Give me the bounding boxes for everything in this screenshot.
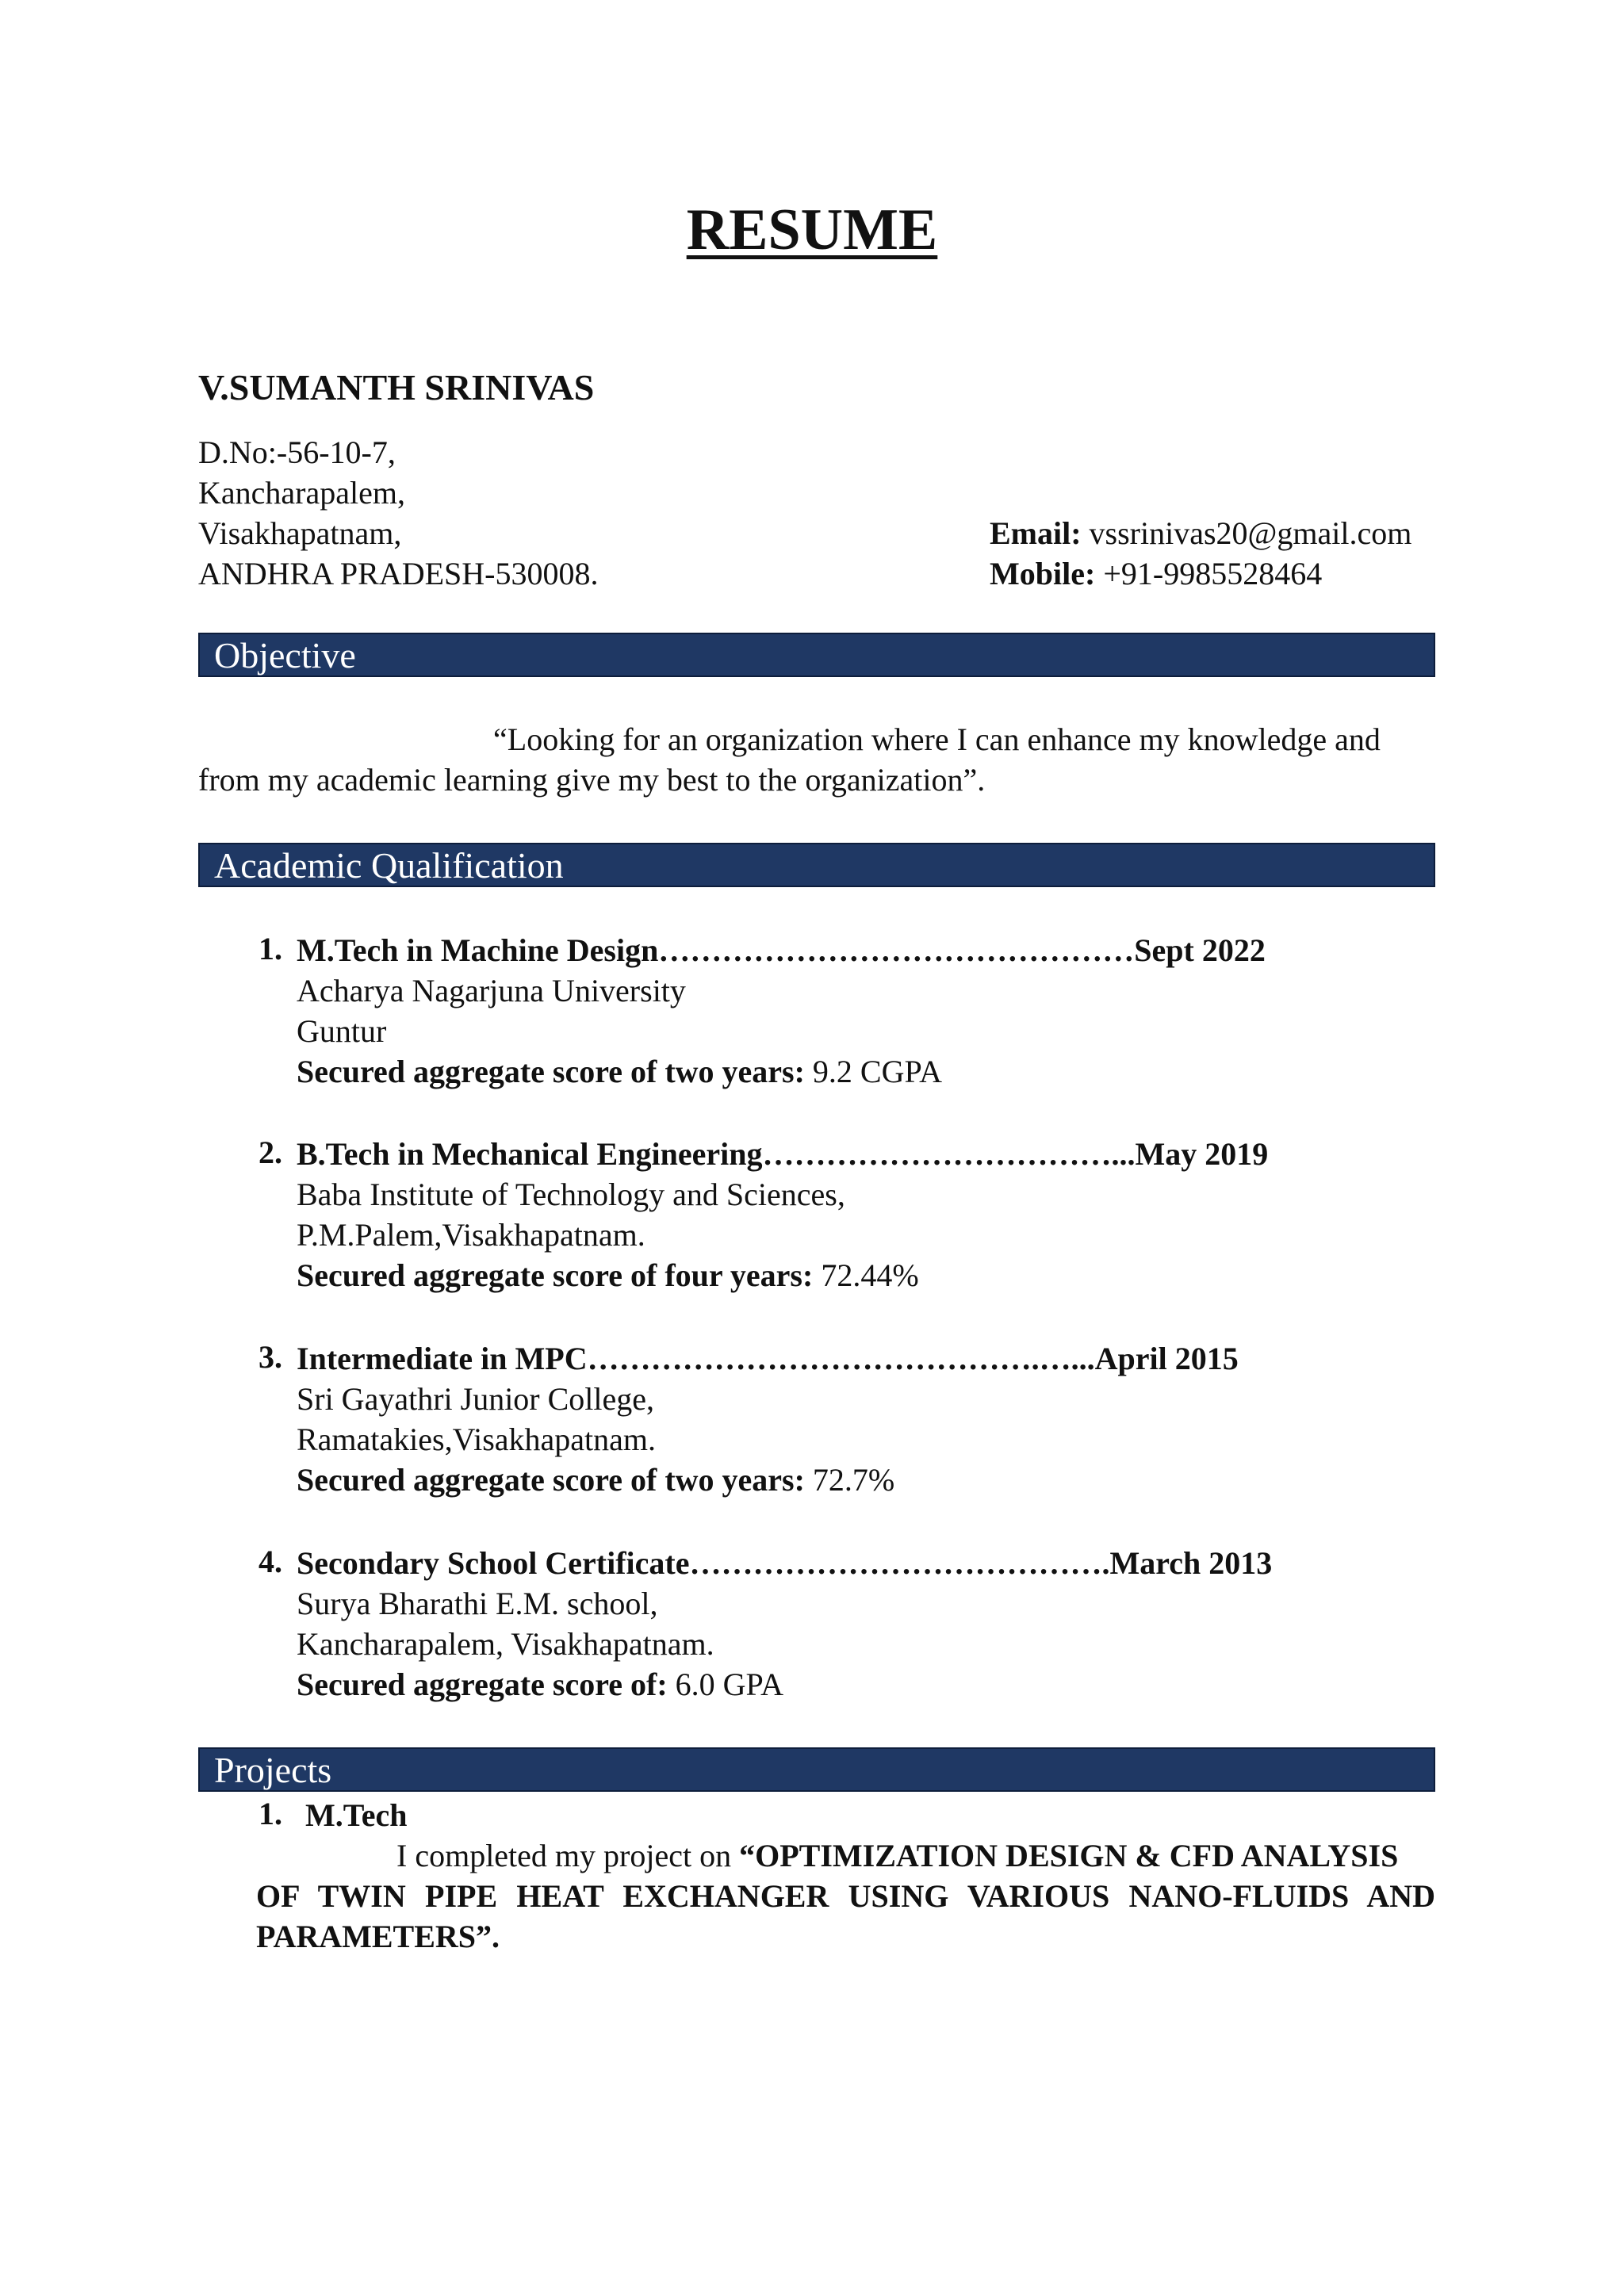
email-row: [990, 513, 1411, 553]
score-label: Secured aggregate score of two years:: [297, 1054, 805, 1089]
page-title: RESUME: [686, 197, 938, 262]
score-label: Secured aggregate score of four years:: [297, 1257, 814, 1293]
section-heading: Academic Qualification: [214, 845, 564, 886]
address-block: [198, 432, 599, 594]
institution-name: Baba Institute of Technology and Sciences,: [297, 1177, 845, 1212]
address-line: D.No:-56-10-7,: [198, 434, 396, 470]
mobile-row: [990, 553, 1411, 594]
mobile-value: +91-9985528464: [1103, 556, 1323, 591]
score-row: [297, 1255, 919, 1295]
score-row: [297, 1460, 894, 1500]
institution-name: Acharya Nagarjuna University: [297, 973, 686, 1008]
candidate-name: V.SUMANTH SRINIVAS: [198, 367, 595, 408]
score-value: 9.2 CGPA: [804, 1054, 942, 1089]
qualification-title: B.Tech in Mechanical Engineering……………………………...May 2019: [297, 1136, 1269, 1172]
address-line: Visakhapatnam,: [198, 515, 402, 551]
score-row: [297, 1664, 783, 1705]
section-heading: Objective: [214, 635, 356, 675]
list-number: 1.: [259, 931, 282, 966]
address-line: Kancharapalem,: [198, 475, 405, 511]
qualification-title: Secondary School Certificate………………………………….March 2013: [297, 1545, 1273, 1581]
project-title: M.Tech: [305, 1797, 408, 1833]
score-row: [297, 1051, 942, 1092]
project-name-part-1: “OPTIMIZATION DESIGN & CFD ANALYSIS: [739, 1838, 1399, 1873]
email-value[interactable]: vssrinivas20@gmail.com: [1089, 515, 1412, 551]
qualification-title: Intermediate in MPC…………………………………….…...April 2015: [297, 1341, 1239, 1376]
contact-block: [990, 513, 1411, 594]
mobile-label: Mobile:: [990, 556, 1096, 591]
objective-section-header: [198, 633, 1435, 677]
score-value: 72.44%: [813, 1257, 919, 1293]
qualification-title: M.Tech in Machine Design………………………………………Sept 2022: [297, 932, 1266, 968]
projects-section-header: [198, 1747, 1435, 1792]
objective-line-2: from my academic learning give my best to the organization”.: [198, 762, 986, 798]
section-heading: Projects: [214, 1750, 332, 1790]
project-name-part-3: PARAMETERS”.: [256, 1919, 500, 1954]
list-number: 4.: [259, 1544, 282, 1579]
list-number: 2.: [259, 1135, 282, 1170]
institution-location: Guntur: [297, 1013, 387, 1049]
score-value: 6.0 GPA: [667, 1667, 783, 1702]
email-label: Email:: [990, 515, 1082, 551]
list-number: 1.: [259, 1796, 282, 1831]
list-number: 3.: [259, 1339, 282, 1375]
address-line: ANDHRA PRADESH-530008.: [198, 556, 599, 591]
institution-location: Kancharapalem, Visakhapatnam.: [297, 1626, 714, 1662]
institution-name: Sri Gayathri Junior College,: [297, 1381, 655, 1417]
institution-location: Ramatakies,Visakhapatnam.: [297, 1422, 657, 1457]
project-intro: I completed my project on: [396, 1838, 740, 1873]
project-name-part-2: OF TWIN PIPE HEAT EXCHANGER USING VARIOUS NANO-FLUIDS AND: [256, 1878, 1435, 1914]
institution-location: P.M.Palem,Visakhapatnam.: [297, 1217, 645, 1253]
score-value: 72.7%: [804, 1462, 895, 1498]
score-label: Secured aggregate score of two years:: [297, 1462, 805, 1498]
institution-name: Surya Bharathi E.M. school,: [297, 1586, 658, 1621]
project-description-line-1: [396, 1835, 1398, 1876]
score-label: Secured aggregate score of:: [297, 1667, 668, 1702]
academic-section-header: [198, 843, 1435, 887]
objective-line-1: “Looking for an organization where I can enhance my knowledge and: [493, 721, 1381, 757]
